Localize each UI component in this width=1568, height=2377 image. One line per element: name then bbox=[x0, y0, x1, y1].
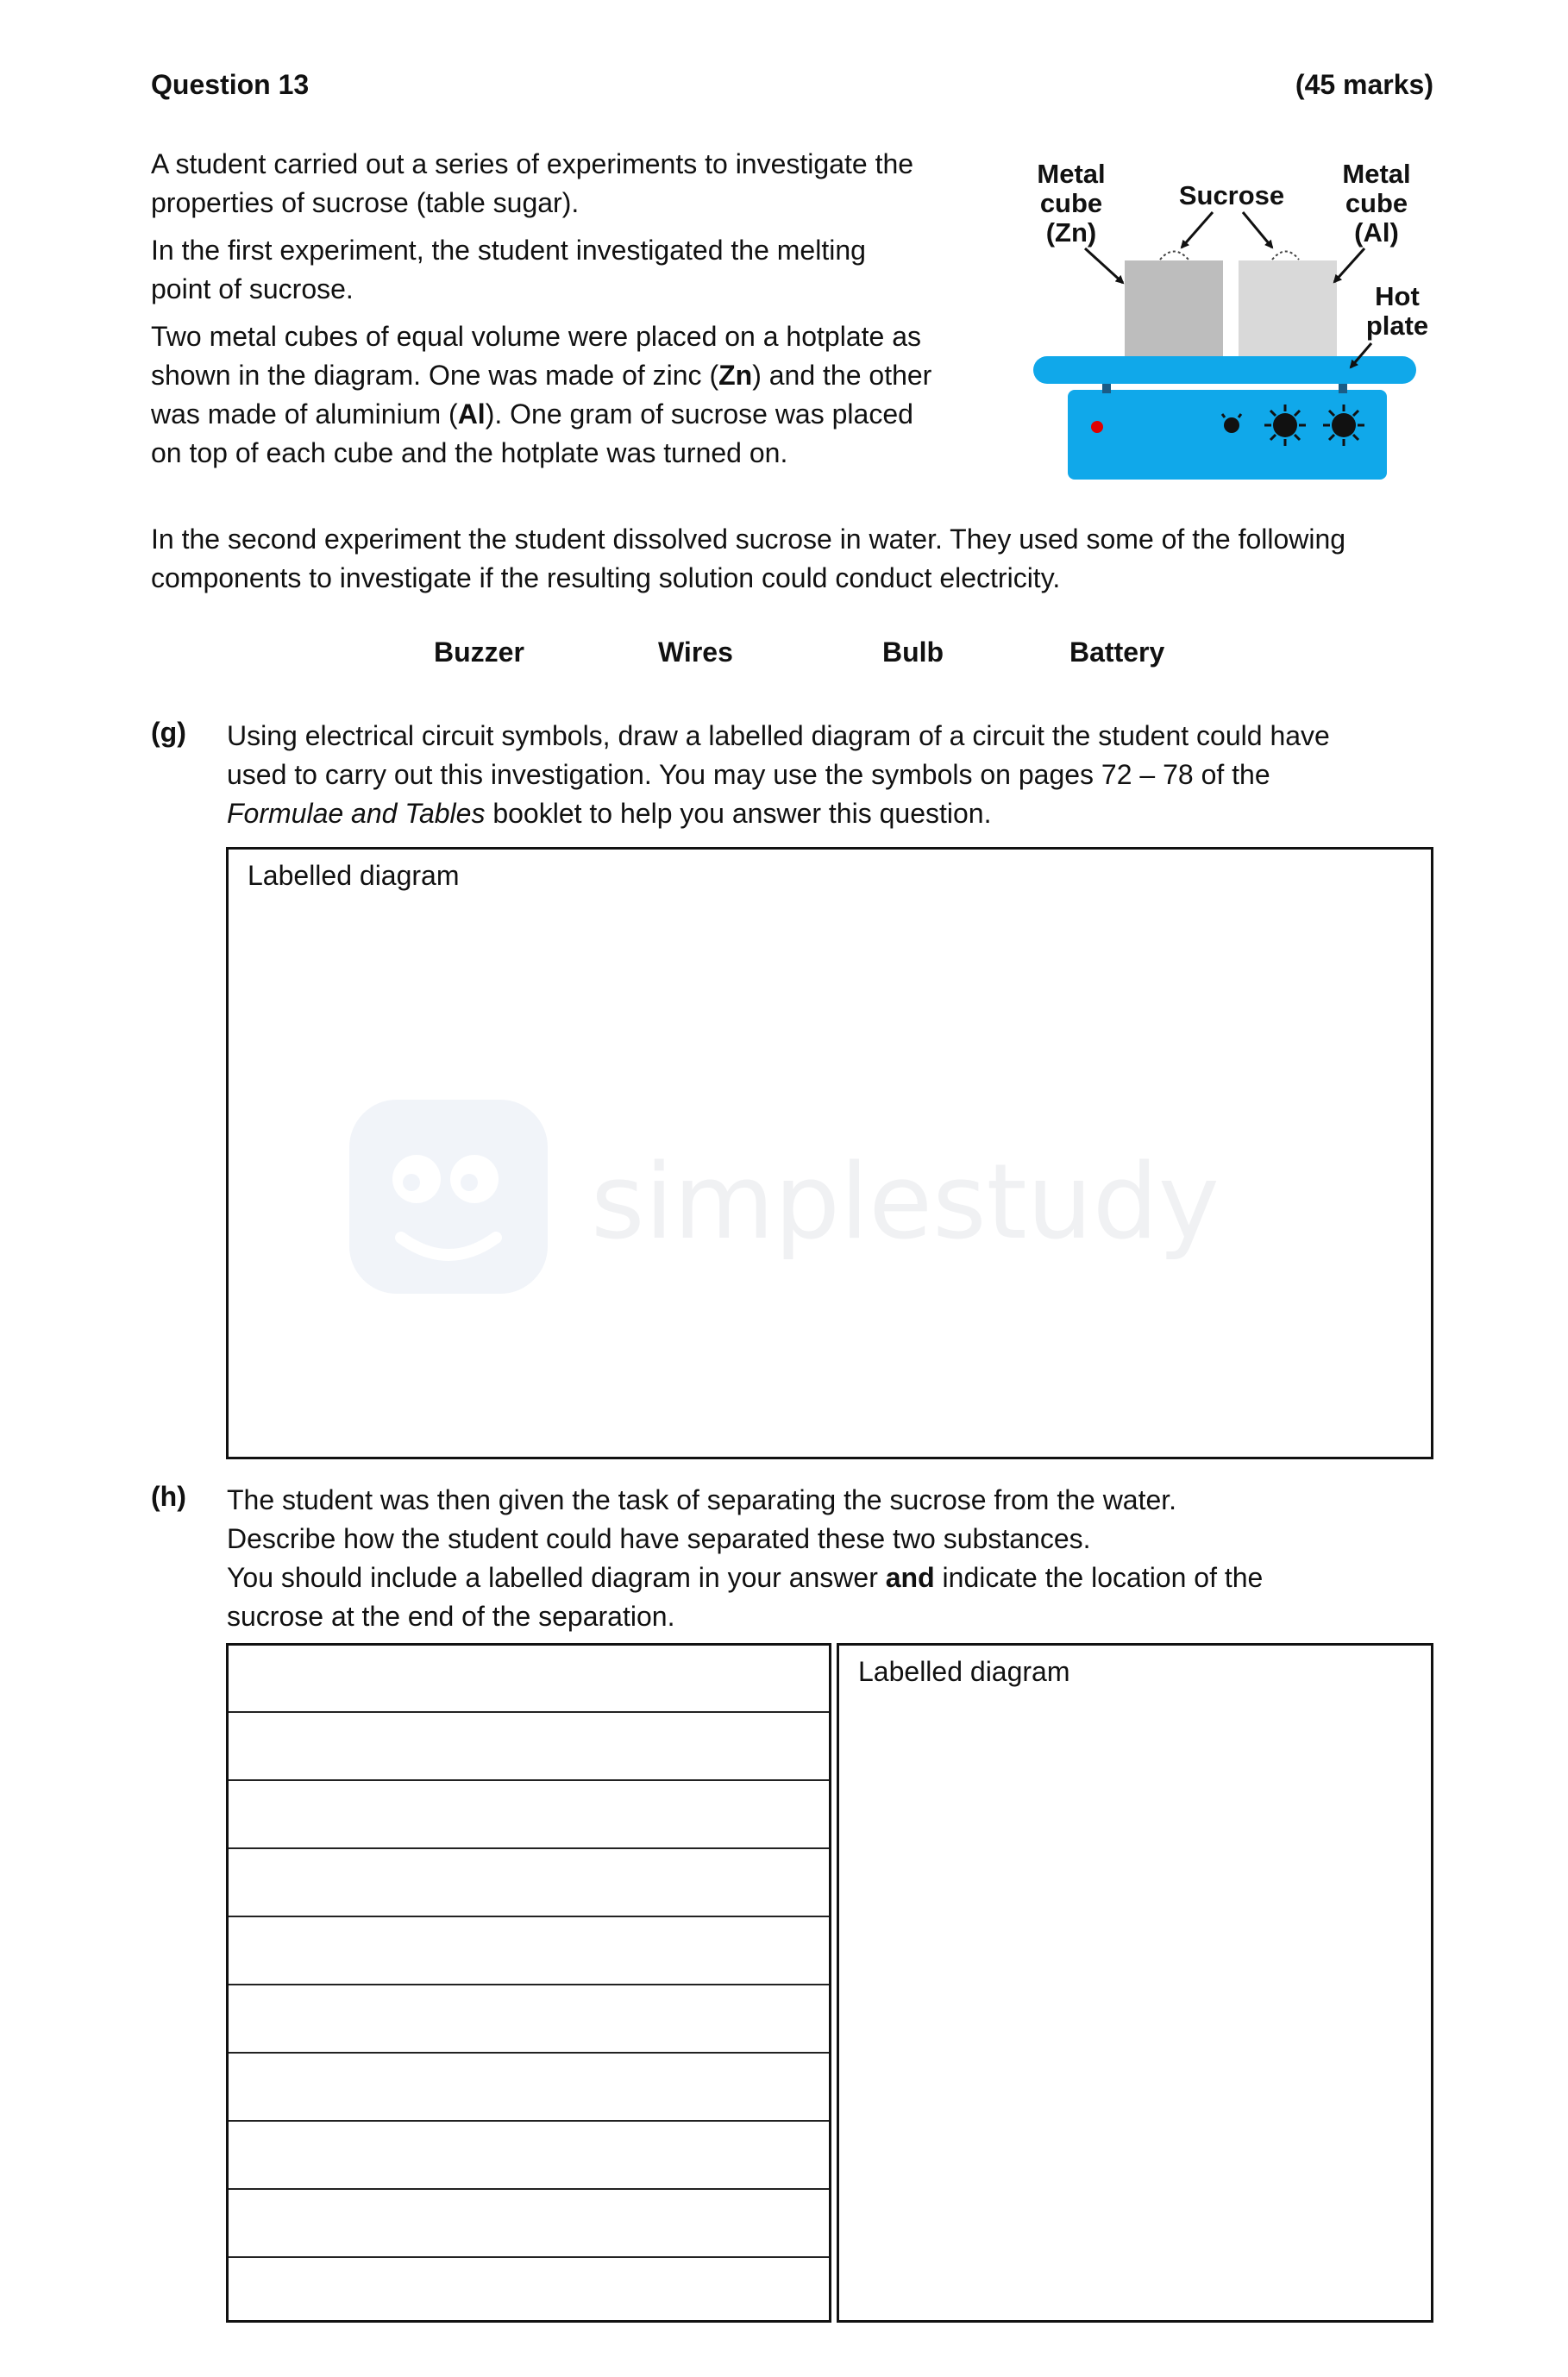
answer-line bbox=[229, 1916, 829, 1917]
answer-line bbox=[229, 1779, 829, 1781]
aluminium-cube bbox=[1239, 260, 1337, 356]
label-hotplate-line1: Hot bbox=[1375, 281, 1420, 311]
label-metal-zn-line2: cube bbox=[1039, 188, 1103, 218]
answer-line bbox=[229, 1711, 829, 1713]
label-metal-al-line2: cube bbox=[1345, 188, 1408, 218]
intro-paragraph-3: Two metal cubes of equal volume were placed on a hotplate as shown in the diagram. One was made of zinc (Zn) and the other was made of aluminium (Al). One gram of sucrose was placed on top of each cube and the hotplate was turned on. bbox=[151, 321, 932, 468]
intro-paragraph-2: In the first experiment, the student investigated the melting point of sucrose. bbox=[151, 235, 866, 304]
zinc-cube bbox=[1125, 260, 1223, 356]
component-bulb: Bulb bbox=[882, 637, 944, 668]
answer-line bbox=[229, 2052, 829, 2054]
component-buzzer: Buzzer bbox=[434, 637, 524, 668]
part-g-letter: (g) bbox=[151, 717, 186, 748]
hotplate-surface bbox=[1033, 356, 1416, 384]
knob-1 bbox=[1264, 405, 1306, 446]
label-metal-al-line3: (Al) bbox=[1354, 217, 1399, 248]
part-h-diagram-box[interactable] bbox=[837, 1643, 1433, 2323]
question-title: Question 13 bbox=[151, 69, 310, 100]
watermark-text: simplestudy bbox=[591, 1143, 1220, 1263]
answer-line bbox=[229, 2188, 829, 2190]
answer-line bbox=[229, 2120, 829, 2122]
part-g-text: Using electrical circuit symbols, draw a labelled diagram of a circuit the student could have used to carry out this investigation. You may use the symbols on pages 72 – 78 of the Formulae and Tables booklet to help you answer this question. bbox=[227, 720, 1330, 829]
label-metal-zn-line3: (Zn) bbox=[1045, 217, 1097, 248]
label-metal-zn-line1: Metal bbox=[1037, 159, 1106, 189]
intro-paragraph-1: A student carried out a series of experiments to investigate the properties of sucrose (table sugar). bbox=[151, 148, 914, 218]
part-h-answer-lines[interactable] bbox=[226, 1643, 831, 2323]
second-experiment-text: In the second experiment the student dissolved sucrose in water. They used some of the following components to investigate if the resulting solution could conduct electricity. bbox=[151, 524, 1346, 593]
watermark-logo-icon bbox=[349, 1100, 548, 1294]
hotplate-diagram bbox=[1018, 147, 1449, 483]
part-g-box-label: Labelled diagram bbox=[248, 860, 460, 891]
answer-line bbox=[229, 1984, 829, 1985]
label-sucrose: Sucrose bbox=[1178, 180, 1285, 210]
label-metal-al-line1: Metal bbox=[1342, 159, 1411, 189]
simplestudy-watermark bbox=[349, 1100, 1246, 1307]
component-battery: Battery bbox=[1069, 637, 1165, 668]
knob-2 bbox=[1323, 405, 1364, 446]
indicator-light bbox=[1091, 421, 1103, 433]
label-hotplate-line2: plate bbox=[1365, 310, 1429, 341]
answer-line bbox=[229, 2256, 829, 2258]
part-h-text: The student was then given the task of separating the sucrose from the water. Describe how the student could have separated these two substances. You should include a labelled diagram in your answer and indicate the location of the sucrose at the end of the separation. bbox=[227, 1484, 1264, 1632]
sucrose-mound-al bbox=[1272, 252, 1299, 260]
component-wires: Wires bbox=[658, 637, 733, 668]
part-h-letter: (h) bbox=[151, 1481, 186, 1512]
question-marks: (45 marks) bbox=[1295, 69, 1433, 100]
answer-line bbox=[229, 1847, 829, 1849]
sucrose-mound-zn bbox=[1160, 252, 1189, 260]
part-h-box-label: Labelled diagram bbox=[858, 1656, 1070, 1687]
